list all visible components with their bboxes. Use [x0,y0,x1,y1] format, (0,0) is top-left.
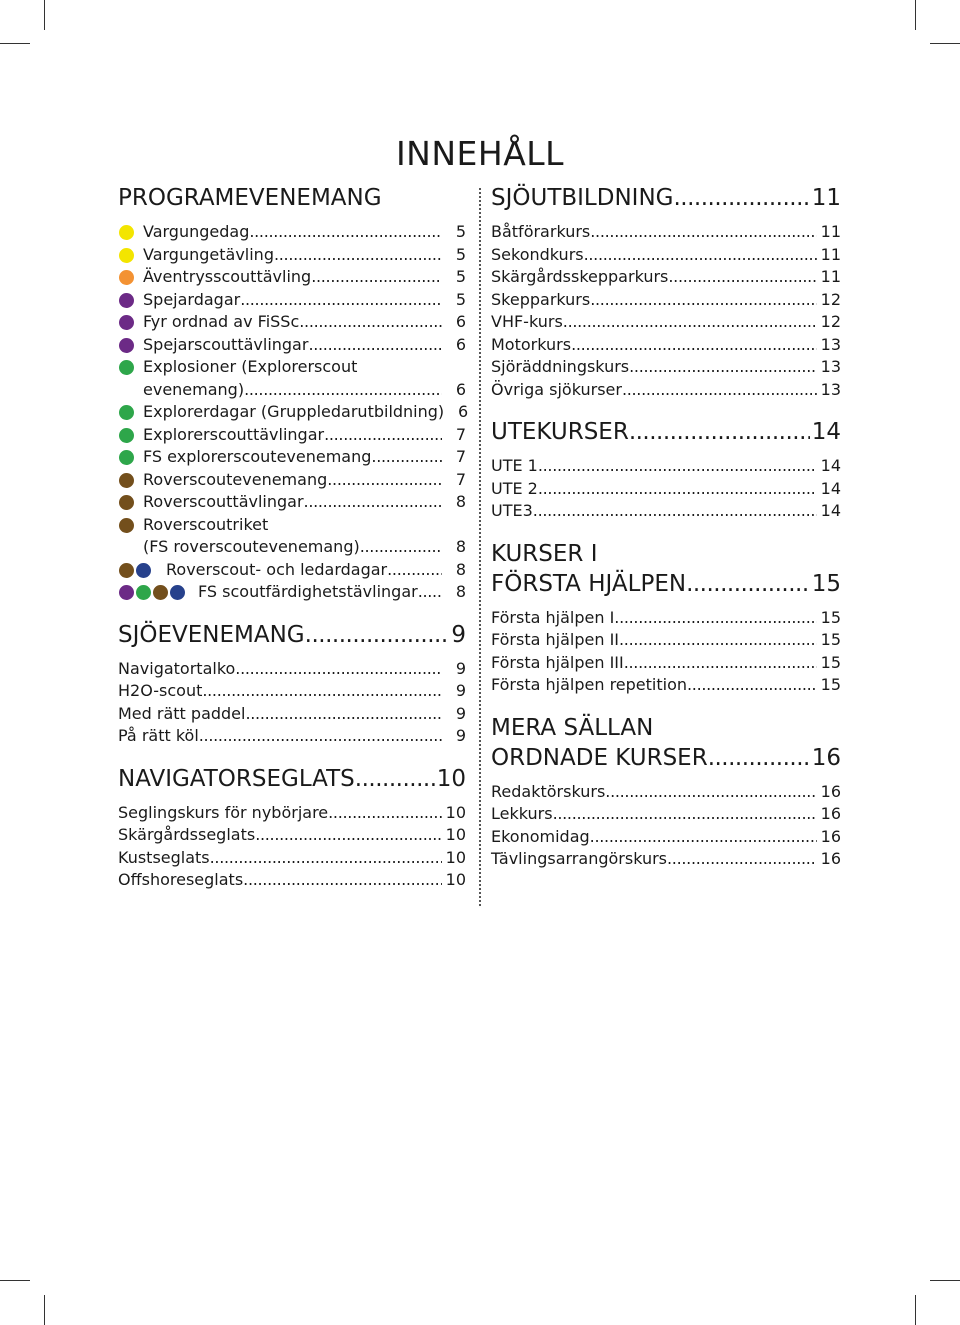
toc-entry-title: Explorerdagar (Gruppledarutbildning) [143,402,445,421]
purple-dot-icon [119,585,134,600]
toc-entry [118,469,466,492]
toc-entry-page: 14 [820,478,841,498]
toc-entry-title: Vargungetävling [143,244,274,264]
toc-right-column [491,183,841,871]
toc-entry-title: Tävlingsarrangörskurs [491,849,668,868]
dot-leader [622,379,817,402]
level-dots [119,248,134,263]
toc-entry-page: 13 [820,334,841,354]
toc-entry-page: 15 [820,652,841,672]
level-dots [119,428,134,443]
toc-entry-page: 16 [820,781,841,801]
dot-leader [563,311,817,334]
section-heading-forsta-hjalpen: FÖRSTA HJÄLPEN ..... 15 [491,569,841,599]
toc-entry [118,221,466,244]
brown-dot-icon [119,563,134,578]
section-heading-sjoevenemang: SJÖEVENEMANG ..... 9 [118,620,466,650]
toc-entry [491,455,841,478]
toc-entry-title: Roverscoutriket [143,514,269,534]
toc-entry-title: Seglingskurs för nybörjare [118,802,329,822]
toc-entry-page: 11 [820,267,841,286]
section-heading-ordnade-kurser: ORDNADE KURSER ..... 16 [491,743,841,773]
dot-leader [311,266,442,289]
section-heading-sjoutbildning: SJÖUTBILDNING ..... 11 [491,183,841,213]
brown-dot-icon [153,585,168,600]
toc-entry-title: evenemang) [143,379,245,399]
toc-entry-page: 8 [455,559,466,579]
toc-entry [118,356,466,379]
toc-entry-title: Vargungedag [143,222,250,241]
toc-entry-title: Ekonomidag [491,826,590,846]
dot-leader [668,266,817,289]
toc-entry-page: 5 [455,222,466,241]
toc-entry-page: 8 [455,537,466,556]
toc-entry-title: Med rätt paddel [118,703,246,723]
dot-leader [240,289,442,312]
crop-mark [0,1280,30,1281]
dot-leader [210,847,442,870]
toc-entry-page: 6 [455,312,466,331]
dot-leader [605,781,817,804]
level-dots [119,270,134,285]
yellow-dot-icon [119,248,134,263]
toc-entry-page: 12 [820,312,841,331]
level-dots [119,315,134,330]
toc-entry-title: UTE 2 [491,478,538,498]
dot-leader [360,536,442,559]
toc-entry-page: 12 [820,289,841,309]
brown-dot-icon [119,495,134,510]
toc-entry-title: Lekkurs [491,804,553,823]
entry-list-navigatorseglats [118,802,466,892]
toc-entry [118,401,469,424]
toc-entry [118,869,466,892]
green-dot-icon [119,360,134,375]
toc-entry-page: 11 [820,244,841,264]
toc-entry-page: 13 [820,357,841,376]
section-heading-kurser-i: KURSER I [491,540,598,567]
toc-entry-page: 5 [455,244,466,264]
entry-list-utekurser [491,455,841,523]
toc-entry-page: 16 [820,826,841,846]
toc-entry [491,289,841,312]
toc-entry-page: 6 [457,402,469,421]
crop-mark [44,0,45,30]
toc-entry-title: Övriga sjökurser [491,379,622,399]
toc-entry [491,781,841,804]
toc-entry-title: H2O-scout [118,681,203,700]
crop-mark [930,43,960,44]
purple-dot-icon [119,315,134,330]
green-dot-icon [119,450,134,465]
toc-entry [491,652,841,675]
dot-leader [274,244,442,267]
toc-entry-page: 9 [455,726,466,745]
dot-leader [629,356,817,379]
toc-entry [118,658,466,681]
toc-entry [118,680,466,703]
level-dots [119,585,185,600]
dot-leader [590,221,817,244]
blue-dot-icon [136,563,151,578]
level-dots [119,563,151,578]
level-dots [119,338,134,353]
toc-left-column [118,183,469,892]
toc-entry [118,424,466,447]
level-dots [119,360,134,375]
toc-entry-page: 15 [820,630,841,649]
toc-entry-title: Skärgårdsskepparkurs [491,267,669,286]
toc-entry-title: Redaktörskurs [491,781,606,801]
purple-dot-icon [119,293,134,308]
toc-entry-title: Äventrysscouttävling [143,267,312,286]
toc-entry-title: Navigatortalko [118,658,236,678]
toc-entry-page: 10 [445,802,466,822]
toc-entry [118,244,466,267]
toc-entry [118,725,466,748]
toc-entry [118,824,466,847]
toc-entry-page: 15 [820,675,841,694]
crop-mark [930,1280,960,1281]
toc-entry-title: Roverscoutevenemang [143,469,328,489]
toc-entry-page: 5 [455,289,466,309]
dot-leader [418,581,442,604]
toc-entry [118,289,466,312]
dot-leader [553,803,817,826]
toc-entry-page: 9 [455,703,466,723]
toc-entry-title: Kustseglats [118,847,210,867]
toc-entry [118,559,466,582]
dot-leader [533,500,817,523]
section-heading-navigatorseglats: NAVIGATORSEGLATS ..... 10 [118,764,466,794]
toc-entry [491,244,841,267]
section-heading-mera-sallan: MERA SÄLLAN [491,714,654,741]
toc-entry-page: 14 [820,456,841,475]
toc-entry-page: 10 [445,825,466,844]
toc-entry-title: Skärgårdsseglats [118,825,256,844]
toc-entry-page: 6 [455,334,466,354]
dot-leader [304,491,442,514]
toc-entry-title: Offshoreseglats [118,870,244,889]
toc-entry-page: 9 [455,681,466,700]
green-dot-icon [119,428,134,443]
toc-entry-title: (FS roverscoutevenemang) [143,537,360,556]
toc-entry [118,446,466,469]
toc-entry-title: UTE3 [491,501,533,520]
toc-entry-page: 9 [455,658,466,678]
toc-entry [491,379,841,402]
toc-entry [118,581,466,604]
toc-entry-title: FS explorerscoutevenemang [143,447,372,466]
toc-entry-title: Spejarscouttävlingar [143,334,309,354]
entry-list-sjoutbildning [491,221,841,401]
brown-dot-icon [119,473,134,488]
dot-leader [244,379,442,402]
crop-mark [915,0,916,30]
toc-entry-title: Skepparkurs [491,289,591,309]
toc-entry [118,311,466,334]
toc-entry-title: Sjöräddningskurs [491,357,630,376]
dot-leader [245,703,442,726]
dot-leader [327,469,442,492]
toc-entry-title: VHF-kurs [491,312,563,331]
toc-entry [118,379,466,402]
toc-entry [491,500,841,523]
dot-leader [667,848,817,871]
page-title: INNEHÅLL [395,134,565,174]
purple-dot-icon [119,338,134,353]
toc-entry-page: 8 [455,492,466,511]
toc-entry-page: 13 [820,379,841,399]
toc-entry-page: 16 [820,804,841,823]
toc-entry-title: Sekondkurs [491,244,584,264]
toc-entry-page: 14 [820,501,841,520]
dot-leader [324,424,442,447]
toc-entry-title: På rätt köl [118,726,199,745]
column-divider [479,188,481,906]
dot-leader [328,802,442,825]
entry-list-sjoevenemang [118,658,466,748]
level-dots [119,473,134,488]
dot-leader [571,334,817,357]
toc-entry-title: Explosioner (Explorerscout [143,357,358,376]
toc-entry-title: FS scoutfärdighetstävlingar [198,582,418,601]
toc-entry-title: Båtförarkurs [491,222,591,241]
toc-entry-page: 16 [820,849,841,868]
toc-entry-title: Motorkurs [491,334,572,354]
level-dots [119,450,134,465]
crop-mark [915,1295,916,1325]
toc-entry [118,491,466,514]
dot-leader [299,311,442,334]
dot-leader [538,478,817,501]
level-dots [119,225,134,240]
toc-entry [491,221,841,244]
toc-entry-title: Roverscout- och ledardagar [166,559,388,579]
toc-entry-title: Första hjälpen repetition [491,675,687,694]
level-dots [119,293,134,308]
toc-entry [491,629,841,652]
dot-leader [255,824,442,847]
toc-entry-page: 5 [455,267,466,286]
toc-entry [118,703,466,726]
toc-entry [491,311,841,334]
dot-leader [584,244,817,267]
toc-entry-title: Explorerscouttävlingar [143,424,325,444]
toc-entry [118,536,466,559]
toc-entry-page: 7 [455,424,466,444]
dot-leader [624,652,817,675]
green-dot-icon [136,585,151,600]
toc-entry-page: 11 [820,222,841,241]
toc-entry [118,847,466,870]
dot-leader [308,334,442,357]
toc-entry-title: Första hjälpen III [491,652,624,672]
dot-leader [619,629,817,652]
toc-entry-title: Roverscouttävlingar [143,492,304,511]
toc-entry-title: Spejardagar [143,289,241,309]
toc-entry-page: 7 [455,447,466,466]
dot-leader [243,869,442,892]
dot-leader [614,607,817,630]
yellow-dot-icon [119,225,134,240]
toc-entry-page: 10 [445,847,466,867]
orange-dot-icon [119,270,134,285]
dot-leader [371,446,442,469]
toc-entry-title: Första hjälpen I [491,607,615,627]
crop-mark [44,1295,45,1325]
toc-entry-page: 10 [445,870,466,889]
entry-list-mera-kurser [491,781,841,871]
level-dots [119,518,134,533]
dot-leader [202,680,442,703]
section-heading-utekurser: UTEKURSER ..... 14 [491,417,841,447]
toc-entry [118,514,466,537]
toc-entry-title: UTE 1 [491,456,538,475]
toc-entry [491,674,841,697]
toc-entry [118,334,466,357]
toc-entry [118,266,466,289]
toc-entry [491,826,841,849]
section-heading-programevenemang: PROGRAMEVENEMANG [118,185,382,211]
dot-leader [387,559,442,582]
toc-entry [491,803,841,826]
level-dots [119,495,134,510]
toc-entry-title: Fyr ordnad av FiSSc [143,312,300,331]
level-dots [119,405,134,420]
toc-entry-page: 8 [455,582,466,601]
toc-entry [491,266,841,289]
toc-entry-page: 6 [455,379,466,399]
toc-entry [491,478,841,501]
dot-leader [199,725,442,748]
brown-dot-icon [119,518,134,533]
crop-mark [0,43,30,44]
toc-entry [491,848,841,871]
dot-leader [235,658,442,681]
dot-leader [687,674,817,697]
toc-entry-title: Första hjälpen II [491,630,619,649]
dot-leader [538,455,817,478]
toc-entry [491,356,841,379]
dot-leader [590,826,817,849]
dot-leader [249,221,442,244]
toc-entry [491,607,841,630]
dot-leader [590,289,817,312]
toc-entry [118,802,466,825]
green-dot-icon [119,405,134,420]
blue-dot-icon [170,585,185,600]
toc-entry-page: 15 [820,607,841,627]
entry-list-programevenemang [118,221,469,604]
toc-entry-page: 7 [455,469,466,489]
entry-list-forsta-hjalpen [491,607,841,697]
toc-entry [491,334,841,357]
